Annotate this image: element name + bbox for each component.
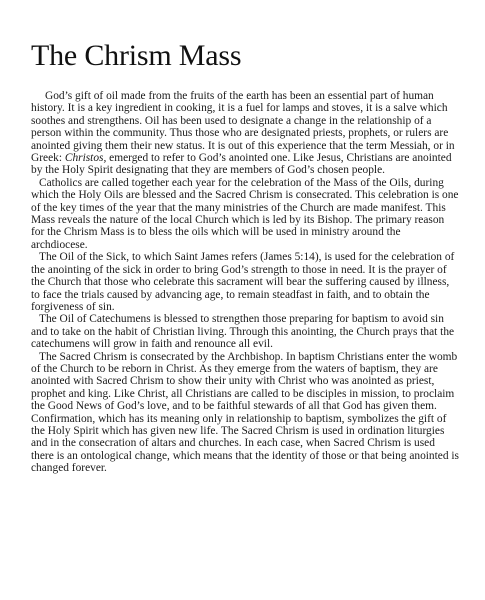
page-title: The Chrism Mass <box>31 39 242 72</box>
paragraph-intro-oil <box>31 90 459 177</box>
paragraph-oil-of-catechumens: The Oil of Catechumens is blessed to strengthen those preparing for baptism to avoid sin and to take on the habit of Christian living. Through this anointing, the Church prays that the catechumens will grow in faith and renounce all evil. <box>31 313 455 351</box>
paragraph-text: emerged to refer to God’s anointed one. Like Jesus, Christians are anointed by the Holy Spirit designating that they are members of God’s chosen people. <box>31 152 452 177</box>
greek-term: Christos, <box>64 152 107 165</box>
paragraph-oil-of-sick: The Oil of the Sick, to which Saint James refers (James 5:14), is used for the celebration of the anointing of the sick in order to bring God’s strength to those in need. It is the prayer of the Church that those who celebrate this sacrament will bear the suffering caused by illness, to face the trials caused by advancing age, to remain steadfast in faith, and to obtain the forgiveness of sin. <box>31 251 455 313</box>
article-body <box>31 90 459 475</box>
paragraph-mass-of-oils: Catholics are called together each year for the celebration of the Mass of the Oils, during which the Holy Oils are blessed and the Sacred Chrism is consecrated. This celebration is one of the key times of the year that the many ministries of the Church are made manifest. This Mass reveals the nature of the local Church which is led by its Bishop. The primary reason for the Chrism Mass is to bless the oils which will be used in ministry around the archdiocese. <box>31 176 459 251</box>
paragraph-sacred-chrism: The Sacred Chrism is consecrated by the Archbishop. In baptism Christians enter the womb of the Church to be reborn in Christ. As they emerge from the waters of baptism, they are anointed with Sacred Chrism to show their unity with Christ who was anointed as priest, prophet and king. Like Christ, all Christians are called to be disciples in mission, to proclaim the Good News of God’s love, and to be faithful stewards of all that God has given them. Confirmation, which has its meaning only in relationship to baptism, symbolizes the gift of the Holy Spirit which has given new life. The Sacred Chrism is used in ordination liturgies and in the consecration of altars and churches. In each case, when Sacred Chrism is used there is an ontological change, which means that the identity of those or that being anointed is changed forever. <box>31 350 459 475</box>
paragraph-text: God’s gift of oil made from the fruits of the earth has been an essential part of human history. It is a key ingredient in cooking, it is a fuel for lamps and stoves, it is a salve which soothes and strengthens. Oil has been used to designate a change in the relationship of a person within the community. Thus those who are designated priests, prophets, or rulers are anointed giving them their new status. It is out of this experience that the term Messiah, or in Greek: <box>31 90 455 165</box>
